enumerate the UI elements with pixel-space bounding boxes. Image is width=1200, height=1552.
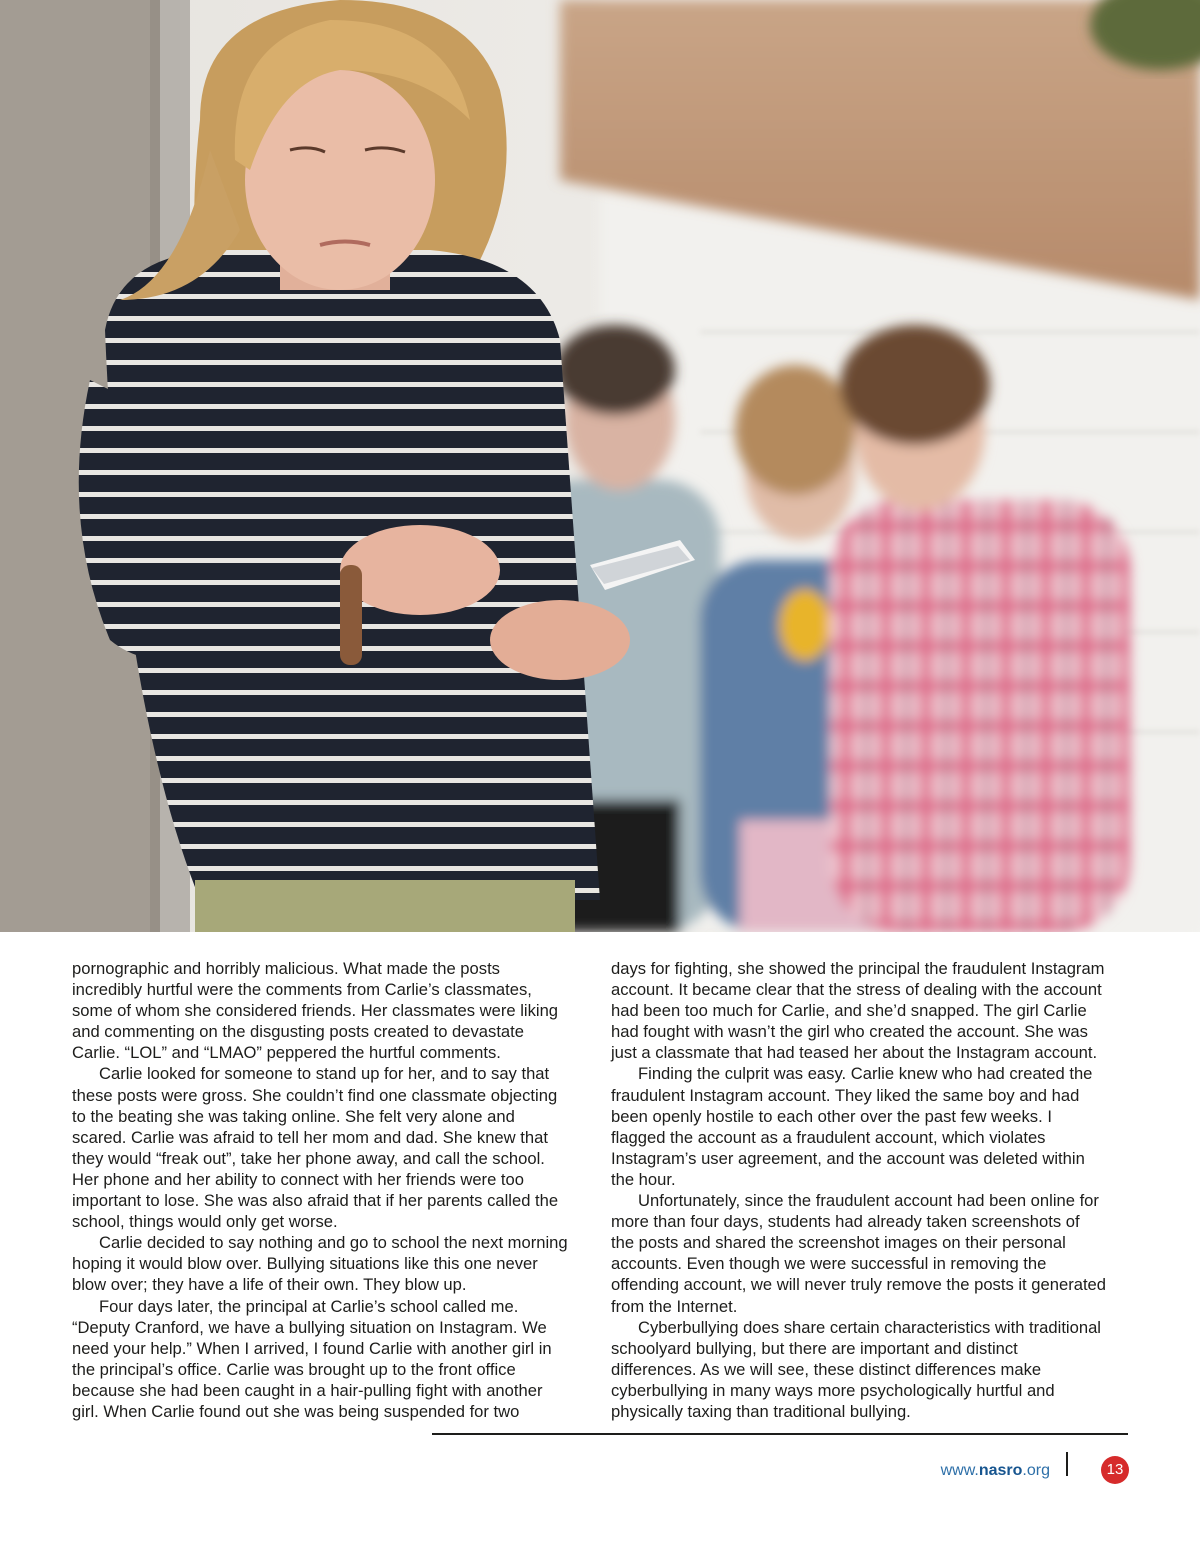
paragraph: Carlie looked for someone to stand up for her, and to say that these posts were gross. She couldn’t find one classmate objecting to the beating she was taking online. She felt very alone and scared. Carlie was afraid to tell her mom and dad. She knew that they would “freak out”, take her phone away, and call the school. Her phone and her ability to connect with her friends were too important to lose. She was also afraid that if her parents called the school, things would only get worse.: [72, 1064, 559, 1232]
paragraph: Cyberbullying does share certain characteristics with traditional schoolyard bullying, but there are important and distinct differences. As we will see, these distinct differences make cyberbullying in many ways more psychologically hurtful and physically taxing than traditional bullying.: [611, 1317, 1101, 1421]
article-left-column: [72, 958, 568, 1422]
paragraph: Four days later, the principal at Carlie’s school called me. “Deputy Cranford, we have a bullying situation on Instagram. We need your help.” When I arrived, I found Carlie with another girl in the principal’s office. Carlie was brought up to the front office because she had been caught in a hair-pulling fight with another girl. When Carlie found out she was being suspended for two: [72, 1296, 552, 1421]
paragraph: Finding the culprit was easy. Carlie knew who had created the fraudulent Instagram account. They liked the same boy and had been openly hostile to each other over the past few weeks. I flagged the account as a fraudulent account, which violates Instagram’s user agreement, and the account was deleted within the hour.: [611, 1064, 1093, 1189]
page-footer: [0, 1452, 1200, 1492]
url-prefix: www.: [940, 1462, 979, 1479]
paragraph: Unfortunately, since the fraudulent account had been online for more than four days, students had already taken screenshots of the posts and shared the screenshot images on their personal accounts. Even though we were successful in removing the offending account, we will never truly remove the posts it generated from the Internet.: [611, 1191, 1107, 1316]
page-number-badge: 13: [1101, 1456, 1129, 1484]
paragraph: days for fighting, she showed the principal the fraudulent Instagram account. It became clear that the stress of dealing with the account had been too much for Carlie, and she’d snapped. The girl Carlie had fought with wasn’t the girl who created the account. She was just a classmate that had teased her about the Instagram account.: [611, 959, 1105, 1063]
footer-divider: [432, 1433, 1128, 1435]
article-right-column: [611, 958, 1107, 1422]
paragraph: Carlie decided to say nothing and go to school the next morning hoping it would blow over. Bullying situations like this one never blow over; they have a life of their own. They blow up.: [72, 1233, 568, 1295]
url-suffix: .org: [1022, 1462, 1050, 1479]
footer-separator: [1066, 1452, 1068, 1476]
website-link[interactable]: [941, 1462, 1050, 1480]
url-brand: nasro: [978, 1462, 1023, 1479]
paragraph: pornographic and horribly malicious. What made the posts incredibly hurtful were the comments from Carlie’s classmates, some of whom she considered friends. Her classmates were liking and commenting on the disgusting posts created to devastate Carlie. “LOL” and “LMAO” peppered the hurtful comments.: [72, 959, 559, 1063]
